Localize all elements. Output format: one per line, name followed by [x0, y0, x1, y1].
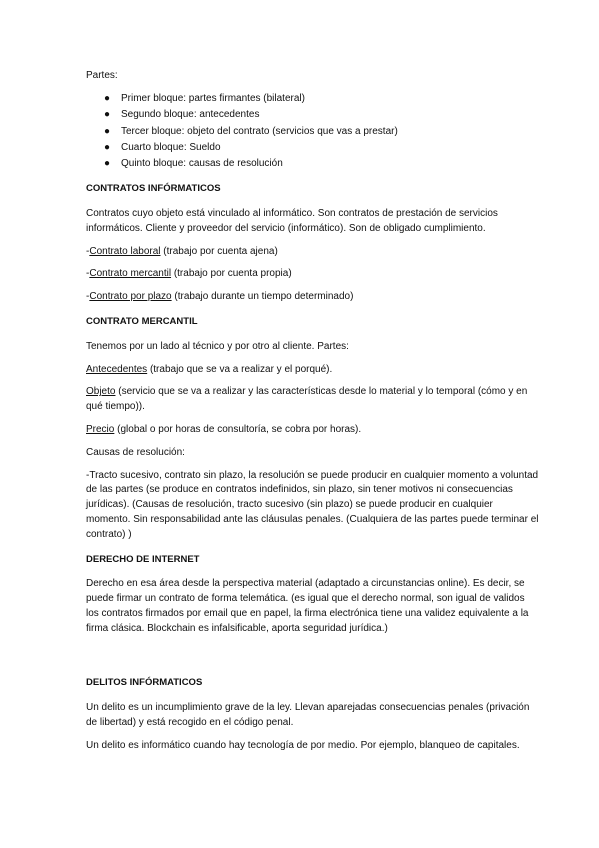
paragraph-mercantil-intro: Tenemos por un lado al técnico y por otro al cliente. Partes: — [86, 340, 349, 352]
contract-type-term: Contrato por plazo — [89, 291, 172, 303]
mercantil-part-item: Antecedentes (trabajo que se va a realizar y el porqué). — [86, 363, 333, 375]
paragraph-causas: -Tracto sucesivo, contrato sin plazo, la resolución se puede producir en cualquier momento a voluntad de las partes (se produce en contratos indefinidos, sin plazo, sin tener motivos ni consecuencias jurídicas). (Causas de resolución, tracto sucesivo (sin plazo) se puede producir en cualquier momento. Sin responsabilidad ante las cláusulas penales. (Cualquiera de las partes puede terminar el contrato) ) — [86, 469, 539, 540]
contract-type-item: -Contrato mercantil (trabajo por cuenta propia) — [86, 268, 292, 280]
paragraph-delito-definicion: Un delito es un incumplimiento grave de la ley. Llevan aparejadas consecuencias penales (privación de libertad) y está recogido en el código penal. — [86, 702, 530, 729]
list-item — [86, 92, 539, 107]
mercantil-part-term: Objeto — [86, 386, 116, 398]
contract-type-item: -Contrato laboral (trabajo por cuenta ajena) — [86, 245, 278, 257]
section-heading-contrato-mercantil: CONTRATO MERCANTIL — [86, 315, 198, 327]
section-heading-derecho-internet: DERECHO DE INTERNET — [86, 553, 200, 565]
list-item — [86, 125, 539, 140]
list-item-text: Quinto bloque: causas de resolución — [121, 158, 283, 170]
bullet-icon: ● — [104, 92, 111, 104]
spacer — [86, 644, 539, 666]
contract-type-item: -Contrato por plazo (trabajo durante un tiempo determinado) — [86, 291, 354, 303]
list-item-text: Tercer bloque: objeto del contrato (servicios que vas a prestar) — [121, 125, 398, 137]
contract-type-term: Contrato laboral — [89, 245, 161, 257]
bullet-icon: ● — [104, 109, 111, 121]
bullet-icon: ● — [104, 141, 111, 153]
causas-label: Causas de resolución: — [86, 446, 185, 458]
list-item — [86, 108, 539, 123]
mercantil-part-term: Precio — [86, 423, 115, 435]
list-item-text: Segundo bloque: antecedentes — [121, 109, 260, 121]
mercantil-part-item: Precio (global o por horas de consultoría, se cobra por horas). — [86, 423, 362, 435]
section-heading-delitos-informaticos: DELITOS INFÓRMATICOS — [86, 677, 203, 689]
partes-label: Partes: — [86, 70, 118, 81]
paragraph-contratos-intro: Contratos cuyo objeto está vinculado al informático. Son contratos de prestación de servicios informáticos. Cliente y proveedor del servicio (informático). Son de obligado cumplimiento. — [86, 207, 498, 234]
mercantil-part-term: Antecedentes — [86, 363, 148, 375]
section-heading-contratos-informaticos: CONTRATOS INFÓRMATICOS — [86, 183, 221, 195]
contract-type-term: Contrato mercantil — [89, 268, 172, 280]
bloques-list — [86, 92, 539, 172]
bullet-icon: ● — [104, 125, 111, 137]
paragraph-derecho-internet: Derecho en esa área desde la perspectiva material (adaptado a circunstancias online). Es decir, se puede firmar un contrato de forma telemática. (es igual que el derecho normal, son igual de validos los contratos firmados por email que en papel, la firma electrónica tiene una validez equivalente a la firma clásica. Blockchain es infalsificable, aporta seguridad jurídica.) — [86, 578, 529, 634]
paragraph-delito-informatico: Un delito es informático cuando hay tecnología de por medio. Por ejemplo, blanqueo de capitales. — [86, 739, 520, 751]
list-item-text: Primer bloque: partes firmantes (bilateral) — [121, 92, 305, 104]
bullet-icon: ● — [104, 158, 111, 170]
list-item — [86, 141, 539, 156]
mercantil-part-item: Objeto (servicio que se va a realizar y las características desde lo material y lo temporal (cómo y en qué tiempo)). — [86, 386, 528, 413]
list-item-text: Cuarto bloque: Sueldo — [121, 141, 221, 153]
list-item — [86, 157, 539, 172]
